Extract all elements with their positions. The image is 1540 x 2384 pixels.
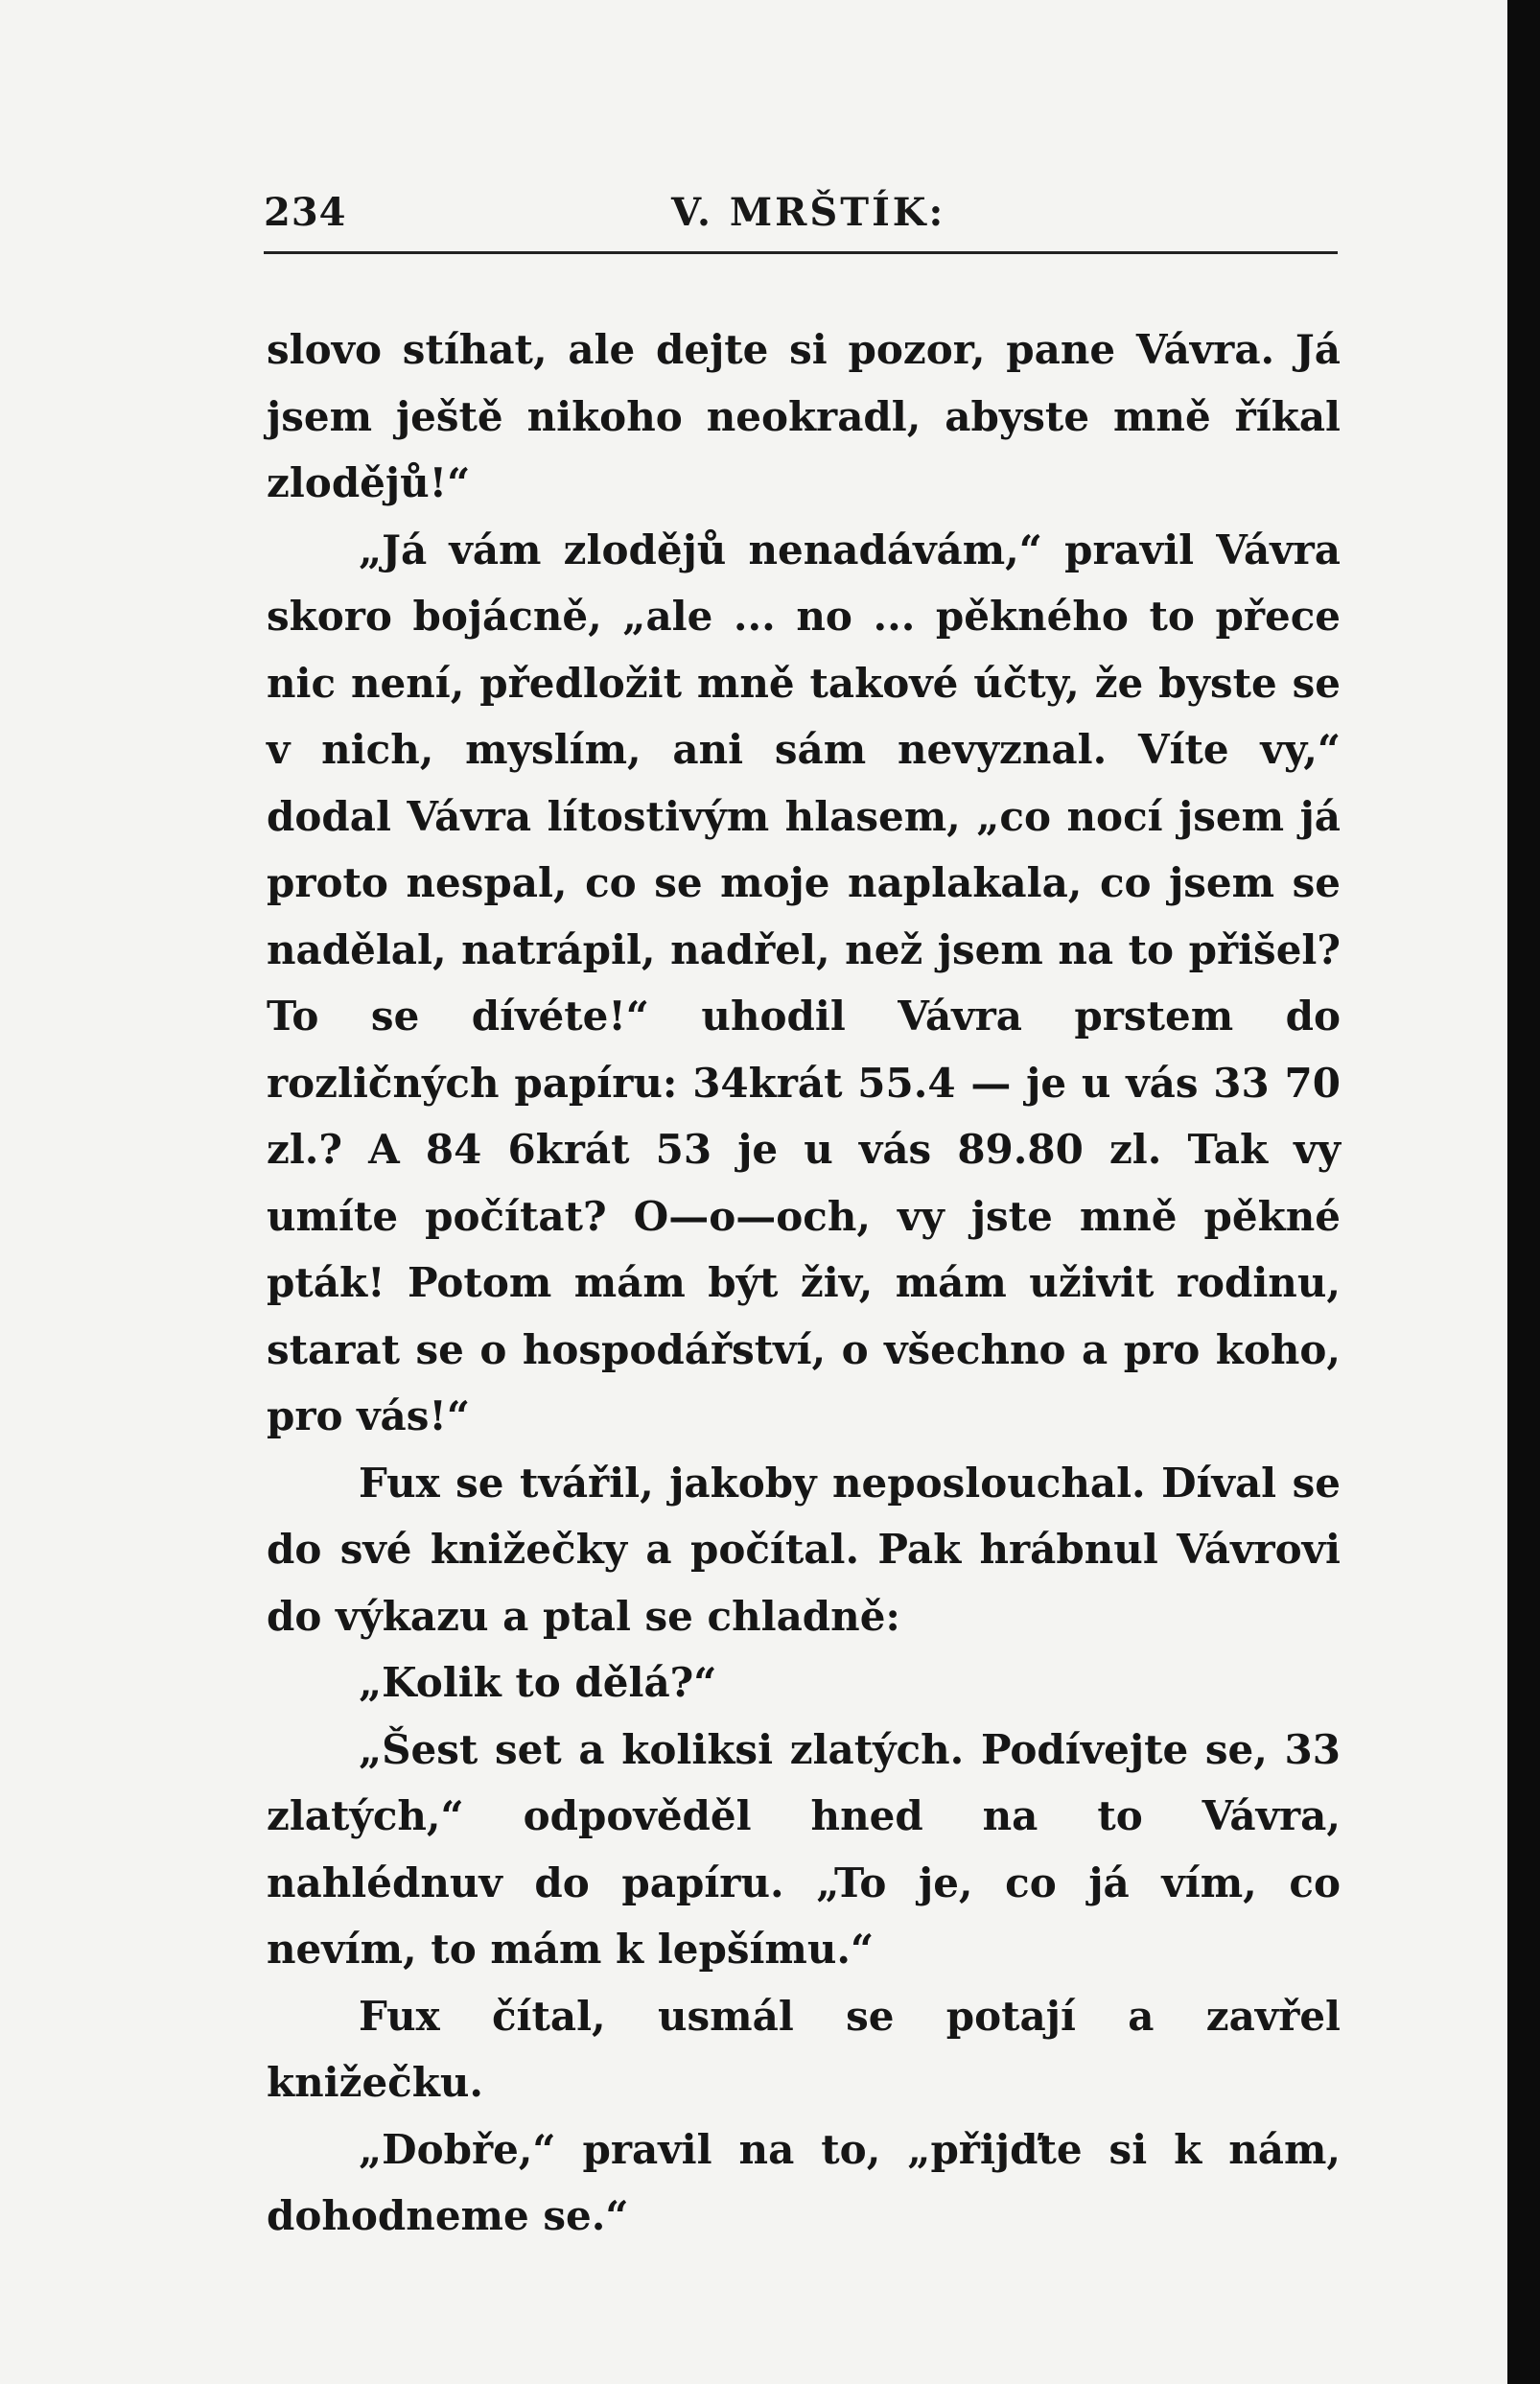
page-number: 234 xyxy=(264,190,347,235)
paragraph: „Já vám zlodějů nenadávám,“ pravil Vávra skoro bojácně, „ale ... no ... pěkného to přece nic není, předložit mně takové účty, že byste se v nich, myslím, ani sám nevyznal. Víte vy,“ dodal Vávra lítostivým hlasem, „co nocí jsem já proto nespal, co se moje naplakala, co jsem se nadělal, natrápil, nadřel, než jsem na to přišel? To se dívéte!“ uhodil Vávra prstem do rozličných papíru: 34krát 55.4 — je u vás 33 70 zl.? A 84 6krát 53 je u vás 89.80 zl. Tak vy umíte počítat? O—o—och, vy jste mně pěkné pták! Potom mám být živ, mám uživit rodinu, starat se o hospodářství, o všechno a pro koho, pro vás!“ xyxy=(267,526,1341,1439)
paragraph: „Dobře,“ pravil na to, „přijďte si k nám, dohodneme se.“ xyxy=(267,2125,1341,2239)
scan-edge xyxy=(1507,0,1540,2384)
paragraph: Fux se tvářil, jakoby neposlouchal. Díval se do své knižečky a počítal. Pak hrábnul Vávrovi do výkazu a ptal se chladně: xyxy=(267,1459,1341,1640)
paragraph: slovo stíhat, ale dejte si pozor, pane Vávra. Já jsem ještě nikoho neokradl, abyste mně říkal zlodějů!“ xyxy=(267,326,1341,506)
running-head: V. MRŠTÍK: xyxy=(671,190,946,235)
page-header xyxy=(264,182,1338,240)
paragraph: „Kolik to dělá?“ xyxy=(359,1659,717,1706)
header-rule xyxy=(264,251,1338,254)
paragraph: Fux čítal, usmál se potají a zavřel knižečku. xyxy=(267,1992,1341,2106)
body-text xyxy=(267,316,1341,2250)
paragraph: „Šest set a koliksi zlatých. Podívejte se, 33 zlatých,“ odpověděl hned na to Vávra, nahlédnuv do papíru. „To je, co já vím, co nevím, to mám k lepšímu.“ xyxy=(267,1725,1341,1973)
